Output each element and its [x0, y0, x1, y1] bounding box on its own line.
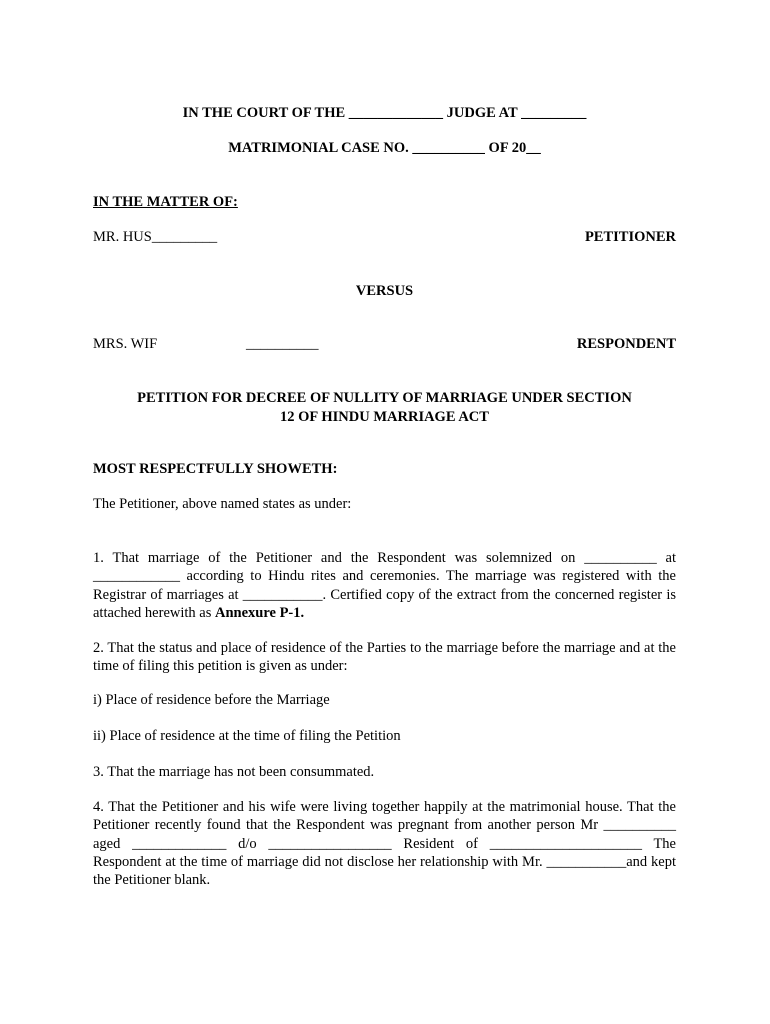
paragraph-2: 2. That the status and place of residence of the Parties to the marriage before the marriage and at the time of filing this petition is given as under:: [93, 640, 676, 675]
respondent-name: MRS. WIF: [93, 336, 158, 352]
matter-heading: IN THE MATTER OF:: [93, 194, 238, 210]
court-heading: IN THE COURT OF THE _____________ JUDGE AT _________: [182, 105, 587, 121]
list-item-residence-filing: ii) Place of residence at the time of filing the Petition: [93, 728, 401, 744]
respondent-label: RESPONDENT: [576, 336, 676, 352]
petitioner-label: PETITIONER: [584, 229, 676, 245]
paragraph-1: [93, 549, 676, 622]
petition-title: [93, 389, 676, 426]
case-number-heading: MATRIMONIAL CASE NO. __________ OF 20__: [228, 140, 541, 156]
intro-text: The Petitioner, above named states as under:: [93, 496, 352, 512]
paragraph-3: 3. That the marriage has not been consummated.: [93, 764, 375, 780]
versus-label: VERSUS: [355, 283, 414, 299]
petition-title-line-1: PETITION FOR DECREE OF NULLITY OF MARRIAGE UNDER SECTION: [137, 390, 632, 406]
list-item-residence-before: i) Place of residence before the Marriage: [93, 692, 330, 708]
annexure-reference: Annexure P-1.: [214, 604, 305, 621]
respondent-blank: __________: [246, 336, 319, 352]
petition-title-line-2: 12 OF HINDU MARRIAGE ACT: [280, 408, 489, 425]
paragraph-4: 4. That the Petitioner and his wife were living together happily at the matrimonial house. That the Petitioner recently found that the Respondent was pregnant from another person Mr __________ aged _____________ d/o _________________ Resident of _____________________ The Respondent at the time of marriage did not disclose her relationship with Mr. ___________and kept the Petitioner blank.: [93, 799, 676, 889]
petitioner-name: MR. HUS_________: [93, 229, 218, 245]
paragraph-1-text: 1. That marriage of the Petitioner and the Respondent was solemnized on __________ at ____________ according to Hindu rites and ceremonies. The marriage was registered with the Registrar of marriages at ___________. Certified copy of the extract from the concerned register is attached herewith as: [93, 550, 676, 621]
showeth-heading: MOST RESPECTFULLY SHOWETH:: [93, 461, 338, 477]
